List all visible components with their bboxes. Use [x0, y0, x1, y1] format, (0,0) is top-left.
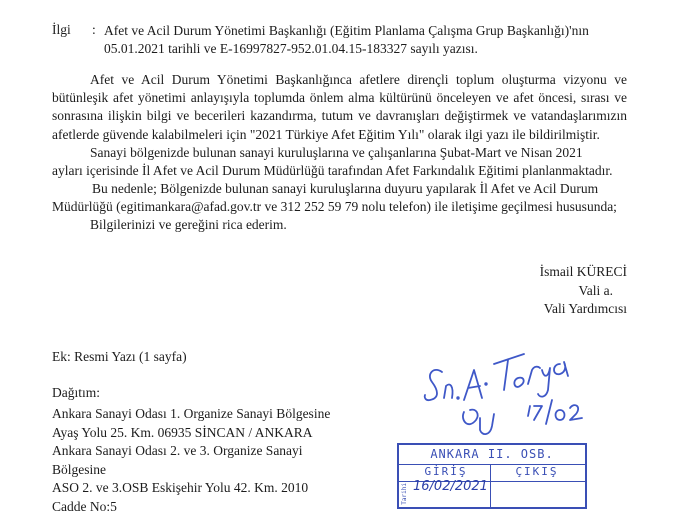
- signatory-title-1: Vali a.: [540, 282, 627, 301]
- ilgi-line-2: 05.01.2021 tarihli ve E-16997827-952.01.04.15-183327 sayılı yazısı.: [104, 40, 589, 58]
- stamp-date: 16/02/2021: [413, 479, 488, 494]
- paragraph-2-line-2: ayları içerisinde İl Afet ve Acil Durum Müdürlüğü tarafından Afet Farkındalık Eğitimi planlanmaktadır.: [52, 163, 612, 179]
- signatory-name: İsmail KÜRECİ: [540, 263, 627, 282]
- distribution-line: Ankara Sanayi Odası 2. ve 3. Organize Sanayi: [52, 442, 330, 461]
- paragraph-2-line-1: Sanayi bölgenizde bulunan sanayi kuruluşlarına ve çalışanlarına Şubat-Mart ve Nisan 2021: [90, 145, 583, 161]
- received-stamp: [397, 443, 587, 509]
- ilgi-colon: :: [92, 22, 96, 38]
- paragraph-3-line-1: Bu nedenle; Bölgenizde bulunan sanayi kuruluşlarına duyuru yapılarak İl Afet ve Acil Durum: [92, 181, 598, 197]
- paragraph-3-line-2: Müdürlüğü (egitimankara@afad.gov.tr ve 312 252 59 79 nolu telefon) ile iletişime geçilmesi hususunda;: [52, 199, 617, 215]
- ilgi-reference: [104, 22, 589, 58]
- stamp-in-label: GİRİŞ: [403, 465, 489, 478]
- signature-block: [540, 263, 627, 319]
- closing-line: Bilgilerinizi ve gereğini rica ederim.: [90, 217, 287, 233]
- distribution-line: ASO 2. ve 3.OSB Eskişehir Yolu 42. Km. 2010: [52, 479, 330, 498]
- paragraph-1: Afet ve Acil Durum Yönetimi Başkanlığınca afetlere dirençli toplum oluşturma vizyonu ve bütünleşik afet yönetimi anlayışıyla toplumda önlem alma kültürünü önceleyen ve afet öncesi, sırası ve sonrasına ilişkin bilgi ve becerileri kazandırma, tutum ve davranışları değiştirmek ve vatandaşlarımızın afetlerde güvende kalabilmeleri için "2021 Türkiye Afet Eğitim Yılı" olarak ilgi yazı ile bildirilmiştir.: [52, 71, 627, 144]
- stamp-date-label: Tarihi: [401, 483, 408, 505]
- ilgi-line-1: Afet ve Acil Durum Yönetimi Başkanlığı (Eğitim Planlama Çalışma Grup Başkanlığı)'nın: [104, 22, 589, 40]
- attachment-line: Ek: Resmi Yazı (1 sayfa): [52, 349, 187, 365]
- distribution-line: Bölgesine: [52, 461, 330, 480]
- distribution-line: Cadde No:5: [52, 498, 330, 516]
- stamp-out-label: ÇIKIŞ: [493, 465, 581, 478]
- distribution-line: Ayaş Yolu 25. Km. 06935 SİNCAN / ANKARA: [52, 424, 330, 443]
- stamp-column-divider: [490, 464, 491, 507]
- distribution-line: Ankara Sanayi Odası 1. Organize Sanayi Bölgesine: [52, 405, 330, 424]
- distribution-heading: Dağıtım:: [52, 385, 100, 401]
- handwritten-note: [420, 340, 610, 440]
- signatory-title-2: Vali Yardımcısı: [540, 300, 627, 319]
- stamp-title: ANKARA II. OSB.: [399, 447, 585, 461]
- ilgi-label: İlgi: [52, 22, 71, 38]
- distribution-list: [52, 405, 330, 516]
